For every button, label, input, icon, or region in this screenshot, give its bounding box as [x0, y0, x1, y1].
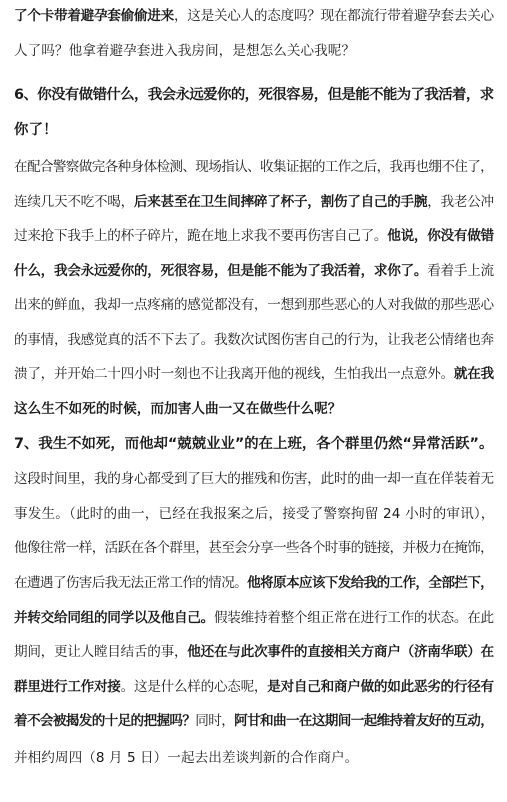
section-heading — [14, 434, 493, 454]
emphasized-text: 你了！ — [14, 122, 58, 138]
emphasized-text: 后来甚至在卫生间摔碎了杯子，割伤了自己的手腕 — [133, 194, 428, 210]
paragraph-line — [14, 157, 493, 177]
body-text: 的事情，我感觉真的活不下去了。我数次试图伤害自己的行为，让我老公情绪也奔 — [14, 332, 494, 348]
paragraph-line — [14, 330, 494, 350]
paragraph-line — [14, 295, 494, 315]
body-text: 看着手上流 — [427, 263, 494, 279]
body-text: 在配合警察做完各种身体检测、现场指认、收集证据的工作之后，我再也绷不住了， — [14, 159, 494, 175]
paragraph-line — [14, 711, 493, 731]
body-text: 事发生。（此时的曲一，已经在我报案之后，接受了警察拘留 24 小时的审讯）， — [14, 506, 495, 522]
emphasized-text: 这么生不如死的时候，而加害人曲一又在做些什么呢？ — [14, 401, 342, 417]
emphasized-text: 是对自己和商户做的如此恶劣的行径有 — [267, 679, 494, 695]
paragraph-line — [14, 573, 493, 593]
body-text: 人了吗？他拿着避孕套进入我房间，是想怎么关心我呢？ — [14, 43, 356, 59]
paragraph-line — [14, 399, 341, 419]
paragraph-line — [14, 364, 494, 384]
body-text: 这段时间里，我的身心都受到了巨大的摧残和伤害，此时的曲一却一直在佯装着无 — [14, 471, 494, 487]
paragraph-line — [14, 41, 355, 61]
emphasized-text: 他还在与此次事件的直接相关方商户（济南华联）在 — [187, 644, 494, 660]
emphasized-text: 6、你没有做错什么，我会永远爱你的，死很容易，但是能不能为了我活着，求 — [14, 87, 494, 103]
emphasized-text: 他将原本应该下发给我的工作，全部拦下， — [247, 575, 494, 591]
paragraph-line — [14, 538, 493, 558]
body-text: 他像往常一样，活跃在各个群里，甚至会分享一些各个时事的链接，并极力在掩饰， — [14, 540, 494, 556]
emphasized-text: 他说，你没有做错 — [387, 228, 494, 244]
body-text: ，这是关心人的态度吗？现在都流行带着避孕套去关心 — [173, 8, 494, 24]
paragraph-line — [14, 261, 494, 281]
paragraph-line — [14, 677, 494, 697]
section-heading — [14, 120, 58, 140]
paragraph-line — [14, 192, 494, 212]
paragraph-line — [14, 6, 494, 26]
emphasized-text: 就在我 — [453, 366, 494, 382]
body-text: 溃了，并开始二十四小时一刻也不让我离开他的视线，生怕我出一点意外。 — [14, 366, 454, 382]
body-text: 在遭遇了伤害后我无法正常工作的情况。 — [14, 575, 248, 591]
emphasized-text: 阿甘和曲一在这期间一起维持着友好的互动， — [234, 713, 494, 729]
body-text: 。这是什么样的心态呢， — [120, 679, 268, 695]
body-text: 期间，更让人瞠目结舌的事， — [14, 644, 188, 660]
paragraph-line — [14, 504, 495, 524]
emphasized-text: 着不会被揭发的十足的把握吗？ — [14, 713, 196, 729]
emphasized-text: 群里进行工作对接 — [14, 679, 121, 695]
paragraph-line — [14, 748, 358, 768]
body-text: 假装维持着整个组正常在进行工作的状态。在此 — [213, 610, 494, 626]
emphasized-text: 并转交给同组的同学以及他自己。 — [14, 610, 214, 626]
paragraph-line — [14, 608, 494, 628]
paragraph-line — [14, 226, 494, 246]
body-text: 同时， — [195, 713, 235, 729]
body-text: 并相约周四（8 月 5 日）一起去出差谈判新的合作商户。 — [14, 750, 359, 766]
body-text: 连续几天不吃不喝， — [14, 194, 134, 210]
emphasized-text: 了个卡带着避孕套偷偷进来 — [14, 8, 174, 24]
body-text: ，我老公冲 — [427, 194, 494, 210]
emphasized-text: 什么，我会永远爱你的，死很容易，但是能不能为了我活着，求你了。 — [14, 263, 428, 279]
paragraph-line — [14, 642, 494, 662]
paragraph-line — [14, 469, 494, 489]
emphasized-text: 7、我生不如死，而他却“兢兢业业”的在上班，各个群里仍然“异常活跃”。 — [14, 436, 494, 452]
body-text: 出来的鲜血，我却一点疼痛的感觉都没有，一想到那些恶心的人对我做的那些恶心 — [14, 297, 494, 313]
section-heading — [14, 85, 494, 105]
body-text: 过来抢下我手上的杯子碎片，跪在地上求我不要再伤害自己了。 — [14, 228, 388, 244]
